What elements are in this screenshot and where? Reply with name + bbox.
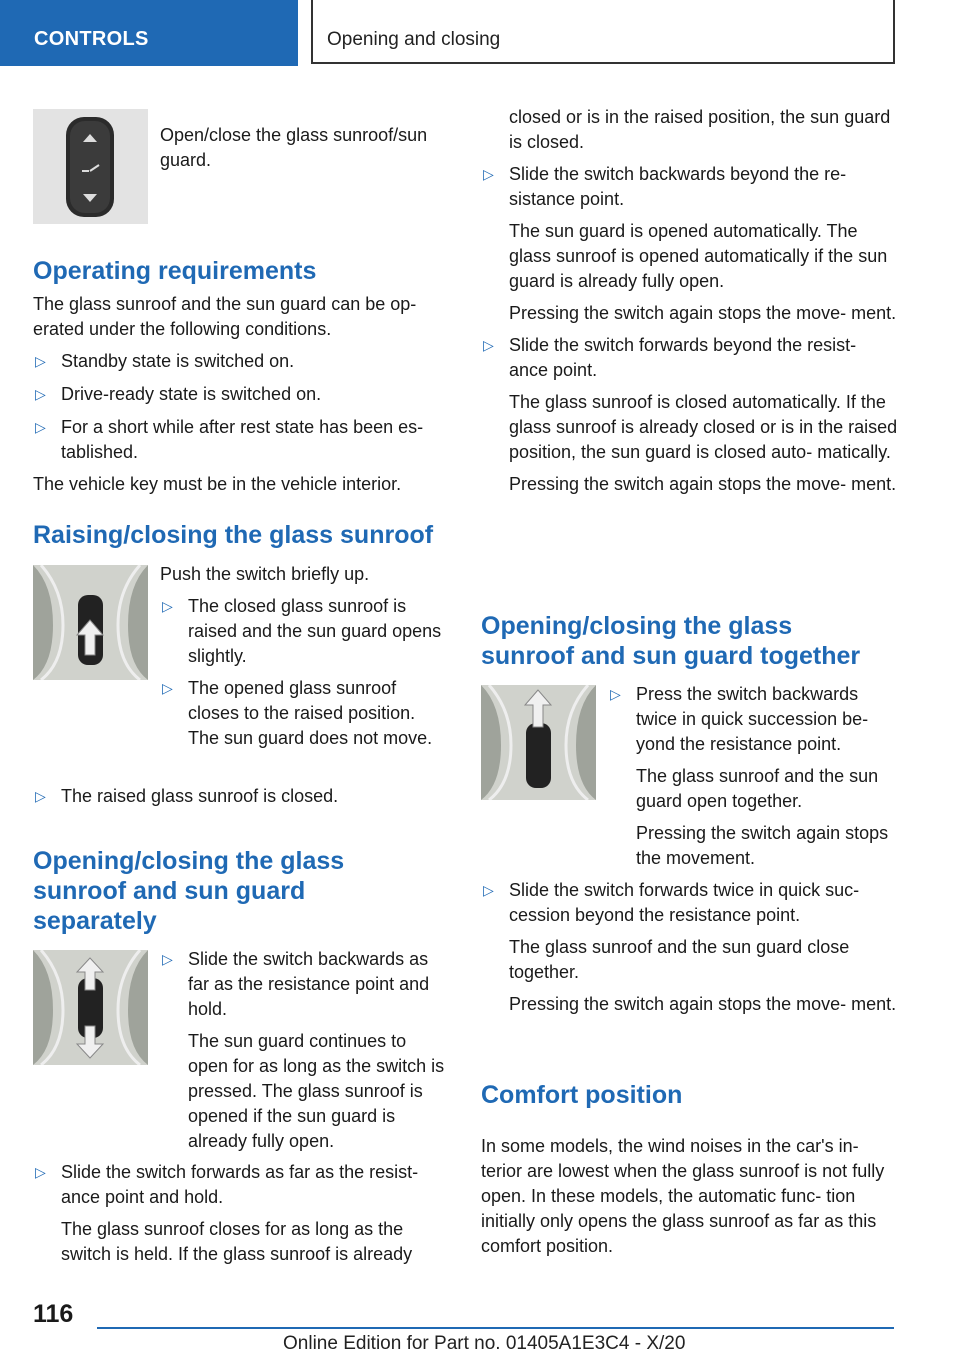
- separately-section-2: [33, 1160, 451, 1267]
- triangle-right-icon: ▷: [162, 598, 173, 614]
- section-tab: [0, 0, 298, 66]
- separately-section: [160, 947, 450, 1154]
- triangle-right-icon: ▷: [162, 951, 173, 967]
- switch-push-up-image: [33, 565, 148, 680]
- triangle-right-icon: ▷: [35, 353, 46, 369]
- triangle-right-icon: ▷: [162, 680, 173, 696]
- heading-comfort-position: Comfort position: [481, 1081, 683, 1109]
- edition-text: Online Edition for Part no. 01405A1E3C4 - X/20: [283, 1333, 686, 1354]
- operating-text: The glass sunroof and the sun guard can be op‐ erated under the following conditions.: [33, 294, 417, 339]
- triangle-right-icon: ▷: [610, 686, 621, 702]
- list-item: ▷ Slide the switch forwards as far as the resist‐ ance point and hold. The glass sunroof closes for as long as the switch is held. If the glass sunroof is already: [35, 1162, 419, 1264]
- heading-together: Opening/closing the glass sunroof and sun guard together: [481, 612, 861, 670]
- switch-button-image: [33, 109, 148, 224]
- continued-text: closed or is in the raised position, the sun guard is closed.: [509, 107, 891, 152]
- footer-divider: [97, 1327, 894, 1329]
- section-title: CONTROLS: [34, 28, 149, 50]
- list-item: ▷ Slide the switch backwards beyond the re‐ sistance point. The sun guard is opened automatically. The glass sunroof is opened automatically if the sun guard is already fully open. Pressing the switch again stops the move‐ ment.: [483, 164, 897, 323]
- list-item: ▷ The closed glass sunroof is raised and the sun guard opens slightly.: [162, 596, 442, 666]
- list-item: ▷ For a short while after rest state has been es‐ tablished.: [35, 417, 424, 462]
- page-number: 116: [33, 1300, 74, 1328]
- triangle-right-icon: ▷: [35, 1164, 46, 1180]
- triangle-right-icon: ▷: [483, 166, 494, 182]
- list-item: ▷ Drive-ready state is switched on.: [33, 382, 448, 407]
- list-item: ▷ Slide the switch forwards beyond the resist‐ ance point. The glass sunroof is closed automatically. If the glass sunroof is already closed or is in the raised position, the sun guard is closed auto‐ matically. Pressing the switch again stops the move‐ ment.: [483, 335, 898, 494]
- together-section-2: [481, 878, 899, 1017]
- list-item: ▷ Slide the switch backwards as far as the resistance point and hold. The sun guard continues to open for as long as the switch is pressed. The glass sunroof is opened if the sun guard is already fully open.: [162, 949, 445, 1151]
- triangle-right-icon: ▷: [483, 882, 494, 898]
- heading-separately: Opening/closing the glass sunroof and sun guard separately: [33, 847, 345, 935]
- list-item: ▷ The raised glass sunroof is closed.: [33, 784, 461, 809]
- raising-section: [160, 562, 445, 751]
- intro-text: Open/close the glass sunroof/sun guard.: [160, 125, 428, 170]
- chapter-header: [311, 0, 895, 64]
- vehicle-key-note: The vehicle key must be in the vehicle interior.: [33, 474, 402, 494]
- chapter-title: Opening and closing: [327, 29, 501, 50]
- triangle-right-icon: ▷: [35, 419, 46, 435]
- switch-press-back-image: [481, 685, 596, 800]
- list-item: ▷ Standby state is switched on.: [33, 349, 448, 374]
- together-section: [608, 682, 900, 871]
- list-item: ▷ Press the switch backwards twice in quick succession be‐ yond the resistance point. The glass sunroof and the sun guard open together. Pressing the switch again stops the movement.: [610, 684, 889, 868]
- switch-slide-image: [33, 950, 148, 1065]
- operating-section: [33, 292, 448, 497]
- list-item: ▷ The opened glass sunroof closes to the raised position. The sun guard does not move.: [162, 678, 433, 748]
- list-item: ▷ Slide the switch forwards twice in quick suc‐ cession beyond the resistance point. The glass sunroof and the sun guard close together. Pressing the switch again stops the move‐ ment.: [483, 880, 897, 1014]
- heading-operating-requirements: Operating requirements: [33, 257, 317, 285]
- comfort-text: In some models, the wind noises in the car's in‐ terior are lowest when the glass sunroof is not fully open. In these models, the automatic func‐ tion initially only opens the glass sunroof as far as this comfort position.: [481, 1136, 885, 1256]
- triangle-right-icon: ▷: [483, 337, 494, 353]
- triangle-right-icon: ▷: [35, 386, 46, 402]
- right-column-top: [481, 105, 899, 497]
- triangle-right-icon: ▷: [35, 788, 46, 804]
- heading-raising-closing: Raising/closing the glass sunroof: [33, 521, 434, 549]
- raising-intro: Push the switch briefly up.: [160, 564, 370, 584]
